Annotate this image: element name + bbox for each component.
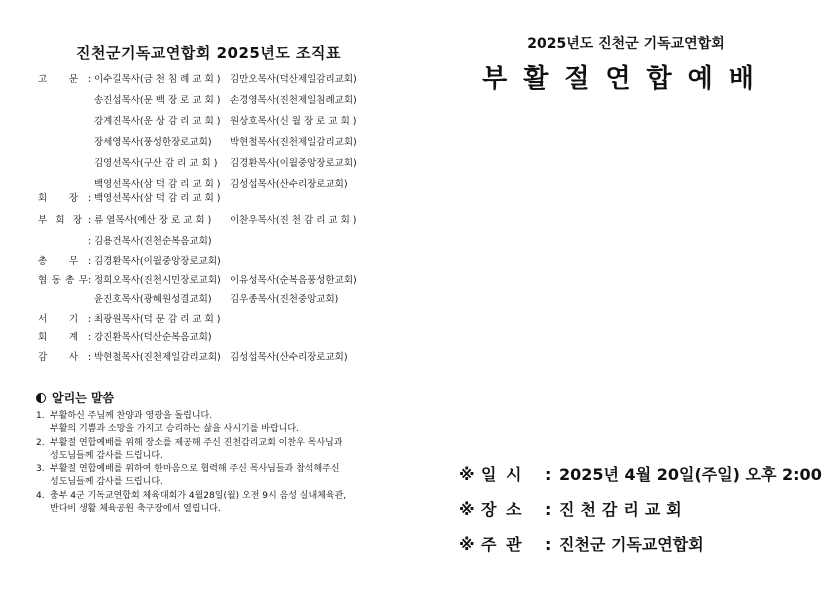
info-label: 주 관 (481, 535, 524, 554)
org-role-char: 총 (38, 256, 48, 267)
notice-number: 4. (36, 490, 45, 501)
org-colon: : (88, 314, 92, 325)
org-member: 김성섭목사(산수리장로교회) (230, 352, 348, 363)
org-role-char: 서 (38, 314, 48, 325)
org-member: 김우종목사(진천중앙교회) (230, 294, 339, 305)
org-role-char: 총 (65, 275, 75, 286)
org-role (38, 72, 90, 88)
org-role-char: 부 (38, 215, 48, 226)
notice-title: 알리는 말씀 (52, 391, 115, 405)
org-member: 박현철목사(진천제일감리교회) (94, 352, 221, 363)
org-member: 백영선목사(삼 덕 감 리 교 회 ) (94, 193, 221, 204)
org-colon: : (88, 193, 92, 204)
org-colon: : (88, 215, 92, 226)
service-title: 부활절연합예배 (482, 64, 770, 94)
info-value: 진천군 기독교연합회 (559, 535, 704, 554)
org-member: 원상호목사(신 월 장 로 교 회 ) (230, 116, 357, 127)
info-colon: : (545, 465, 552, 484)
notice-item (36, 490, 406, 517)
notice-item (36, 463, 406, 490)
notice-text: 부활하신 주님께 찬양과 영광을 돌립니다. 부활의 기쁨과 소망을 가지고 승리하는 삶을 사시기를 바랍니다. (50, 411, 299, 435)
org-member: 정희오목사(진천시민장로교회) (94, 275, 221, 286)
org-member: 김경환목사(이월중앙장로교회) (230, 158, 357, 169)
org-member: 이유성목사(순복음풍성한교회) (230, 275, 357, 286)
org-member: 백영선목사(삼 덕 감 리 교 회 ) (94, 179, 221, 190)
org-colon: : (88, 236, 92, 247)
reference-mark-icon: ※ (459, 465, 475, 484)
org-role (38, 312, 90, 328)
right-panel (417, 0, 835, 591)
info-row (459, 532, 704, 555)
org-role-char: 기 (68, 314, 78, 325)
org-colon: : (88, 256, 92, 267)
org-member: 강계진목사(운 상 감 리 교 회 ) (94, 116, 221, 127)
reference-mark-icon: ※ (459, 500, 475, 519)
notice-heading (36, 389, 114, 406)
org-colon: : (88, 74, 92, 85)
org-member: 장세영목사(풍성한장로교회) (94, 137, 212, 148)
org-colon: : (88, 332, 92, 343)
org-role-char: 고 (38, 74, 48, 85)
org-role-char: 회 (55, 215, 65, 226)
org-role (38, 350, 90, 366)
notice-text: 부활절 연합예배를 위해 장소를 제공해 주신 진천감리교회 이찬우 목사님과 성도님들께 감사를 드립니다. (50, 437, 343, 461)
notice-number: 3. (36, 464, 45, 475)
info-row (459, 462, 822, 485)
info-value: 2025년 4월 20일(주일) 오후 2:00 (559, 465, 822, 484)
notice-number: 1. (36, 411, 45, 421)
info-row (459, 497, 688, 520)
info-colon: : (545, 500, 552, 519)
reference-mark-icon: ※ (459, 535, 475, 554)
org-role-char: 사 (68, 352, 78, 363)
info-colon: : (545, 535, 552, 554)
org-colon: : (88, 275, 92, 286)
info-label: 장 소 (481, 500, 524, 519)
org-role-char: 무 (68, 256, 78, 267)
org-role (38, 273, 90, 289)
notice-list (36, 410, 406, 516)
notice-item (36, 410, 406, 437)
org-member: 송진섭목사(문 백 장 로 교 회 ) (94, 95, 221, 106)
org-member: 손경영목사(진천제일침례교회) (230, 95, 357, 106)
left-panel (0, 0, 417, 591)
org-member: 류 열목사(예산 장 로 교 회 ) (94, 215, 212, 226)
org-role-char: 동 (51, 275, 61, 286)
org-role-char: 장 (68, 193, 78, 204)
org-member: 박현철목사(진천제일감리교회) (230, 137, 357, 148)
org-member: 김만오목사(덕산제일감리교회) (230, 74, 357, 85)
org-role (38, 213, 90, 229)
org-member: 최광원목사(덕 문 감 리 교 회 ) (94, 314, 221, 325)
org-role (38, 254, 90, 270)
org-role-char: 문 (68, 74, 78, 85)
org-role (38, 191, 90, 207)
org-role-char: 회 (38, 332, 48, 343)
notice-text: 충부 4군 기독교연합회 체육대회가 4월28일(월) 오전 9시 음성 실내체육관, 반다비 생활 체육공원 축구장에서 열립니다. (50, 490, 347, 515)
org-role-char: 회 (38, 193, 48, 204)
org-member: 이수길목사(금 천 침 례 교 회 ) (94, 74, 221, 85)
org-role-char: 장 (72, 215, 82, 226)
org-role-char: 감 (38, 352, 48, 363)
org-colon: : (88, 352, 92, 363)
notice-text: 부활절 연합예배를 위하여 한마음으로 협력해 주신 목사님들과 참석해주신 성도님들께 감사를 드립니다. (50, 464, 340, 488)
info-label: 일 시 (481, 465, 524, 484)
host-organization-name: 2025년도 진천군 기독교연합회 (527, 36, 725, 52)
org-role-char: 협 (38, 275, 48, 286)
half-circle-icon (36, 393, 46, 403)
org-role-char: 계 (68, 332, 78, 343)
org-member: 이찬우목사(진 천 감 리 교 회 ) (230, 215, 357, 226)
org-member: 윤진호목사(광혜원성결교회) (94, 294, 212, 305)
org-role-char: 무 (78, 275, 88, 286)
org-member: 김영선목사(구산 감 리 교 회 ) (94, 158, 218, 169)
org-member: 김용건목사(진천순복음교회) (94, 236, 212, 247)
org-role (38, 330, 90, 346)
org-member: 김경환목사(이월중앙장로교회) (94, 256, 221, 267)
info-value: 진천감리교회 (559, 500, 688, 519)
org-member: 김성섭목사(산수리장로교회) (230, 179, 348, 190)
notice-item (36, 437, 406, 464)
org-member: 강진환목사(덕산순복음교회) (94, 332, 212, 343)
notice-number: 2. (36, 437, 45, 448)
organization-chart-title: 진천군기독교연합회 2025년도 조직표 (75, 44, 342, 62)
